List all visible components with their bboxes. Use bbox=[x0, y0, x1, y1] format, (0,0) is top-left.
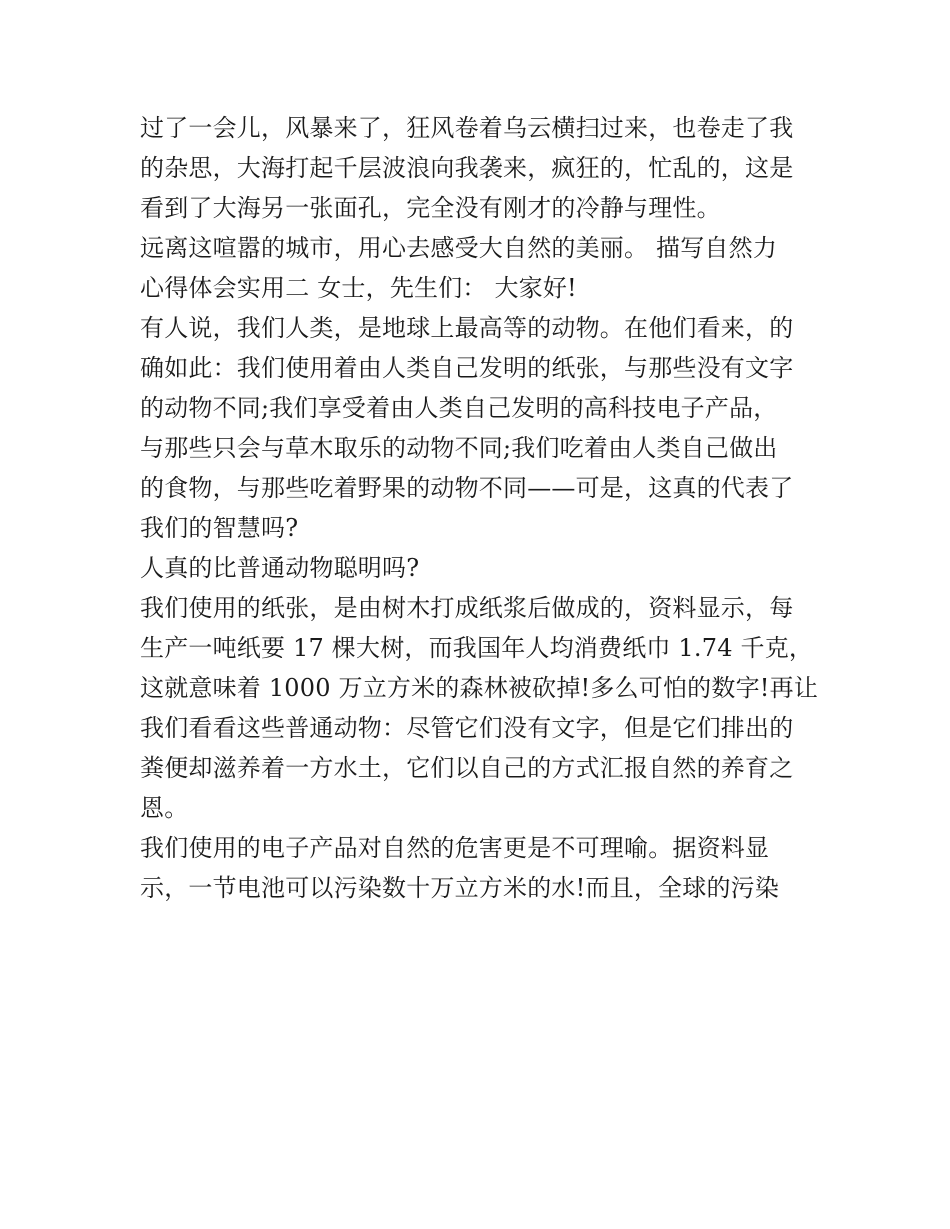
text-line: 人真的比普通动物聪明吗? bbox=[140, 554, 420, 582]
text-line: 这就意味着 1000 万立方米的森林被砍掉!多么可怕的数字!再让 bbox=[140, 674, 819, 702]
text-line: 我们使用的电子产品对自然的危害更是不可理喻。据资料显 bbox=[140, 834, 770, 862]
text-line: 过了一会儿，风暴来了，狂风卷着乌云横扫过来，也卷走了我 bbox=[140, 114, 794, 142]
text-line: 生产一吨纸要 17 棵大树，而我国年人均消费纸巾 1.74 千克， bbox=[140, 634, 814, 662]
text-line: 与那些只会与草木取乐的动物不同;我们吃着由人类自己做出 bbox=[140, 434, 778, 462]
text-line: 的食物，与那些吃着野果的动物不同——可是，这真的代表了 bbox=[140, 474, 794, 502]
text-line: 看到了大海另一张面孔，完全没有刚才的冷静与理性。 bbox=[140, 194, 721, 222]
text-line: 的动物不同;我们享受着由人类自己发明的高科技电子产品， bbox=[140, 394, 778, 422]
text-line: 有人说，我们人类，是地球上最高等的动物。在他们看来，的 bbox=[140, 314, 794, 342]
text-line: 我们的智慧吗? bbox=[140, 514, 299, 542]
text-line: 远离这喧嚣的城市，用心去感受大自然的美丽。 描写自然力 bbox=[140, 234, 778, 262]
text-line: 我们使用的纸张，是由树木打成纸浆后做成的，资料显示，每 bbox=[140, 594, 794, 622]
text-line: 的杂思，大海打起千层波浪向我袭来，疯狂的，忙乱的，这是 bbox=[140, 154, 794, 182]
text-line: 恩。 bbox=[140, 794, 189, 822]
text-line: 确如此：我们使用着由人类自己发明的纸张，与那些没有文字 bbox=[140, 354, 794, 382]
body-text bbox=[140, 108, 820, 908]
text-line: 心得体会实用二 女士，先生们： 大家好! bbox=[140, 274, 577, 302]
text-line: 粪便却滋养着一方水土，它们以自己的方式汇报自然的养育之 bbox=[140, 754, 794, 782]
text-line: 我们看看这些普通动物：尽管它们没有文字，但是它们排出的 bbox=[140, 714, 794, 742]
text-line: 示，一节电池可以污染数十万立方米的水!而且，全球的污染 bbox=[140, 874, 780, 902]
